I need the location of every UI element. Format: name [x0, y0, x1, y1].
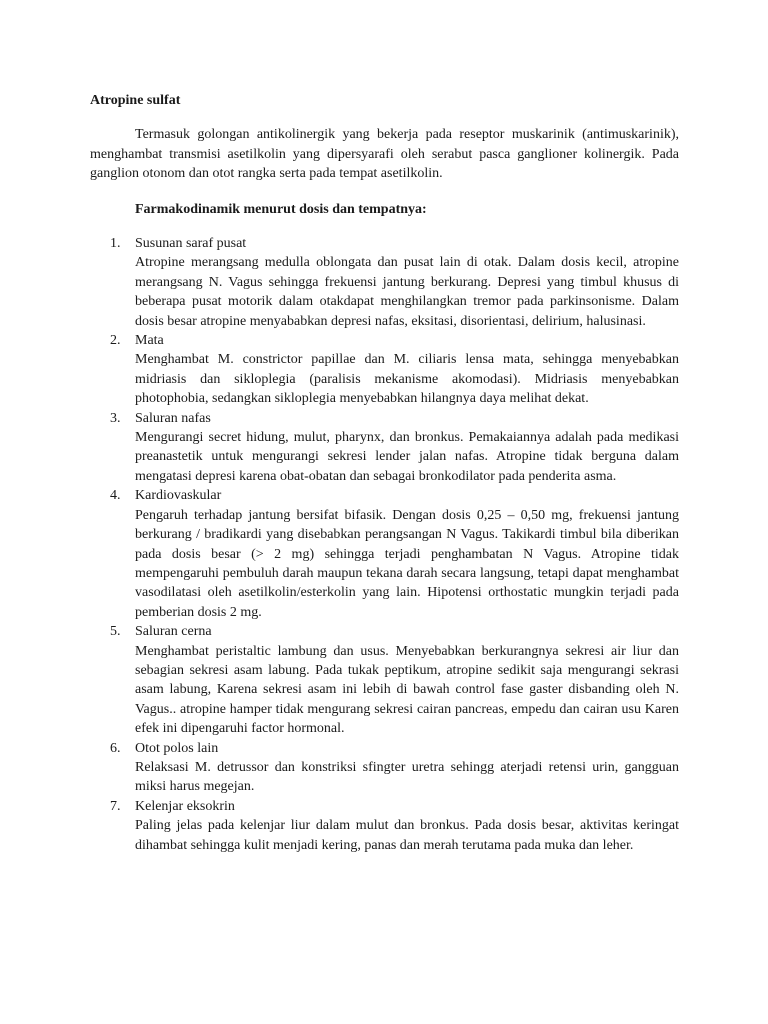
list-item: [110, 739, 679, 797]
list-item-heading: Kelenjar eksokrin: [135, 798, 235, 814]
list-item-heading: Saluran nafas: [135, 410, 211, 426]
list-item-heading: Mata: [135, 333, 164, 349]
list-item: [110, 409, 679, 487]
list-item-body: Mengurangi secret hidung, mulut, pharynx, dan bronkus. Pemakaiannya adalah pada medikasi preanastetik untuk mengurangi sekresi lender jalan nafas. Atropine tidak berguna dalam mengatasi depresi karena obat-obatan dan sebagai bronkodilator pada penderita asma.: [135, 430, 679, 484]
list-item: [110, 331, 679, 409]
document-title: Atropine sulfat: [90, 93, 181, 108]
list-item: [110, 234, 679, 331]
list-item-body: Pengaruh terhadap jantung bersifat bifasik. Dengan dosis 0,25 – 0,50 mg, frekuensi jantung berkurang / bradikardi yang disebabkan perangsangan N Vagus. Takikardi timbul bila diberikan pada dosis besar (> 2 mg) sehingga terjadi penghambatan N Vagus. Atropine tidak mempengaruhi pembuluh darah maupun tekana darah secara langsung, tetapi dapat menghambat vasodilatasi oleh asetilkolin/esterkolin yang lain. Hipotensi orthostatic mungkin terjadi pada pemberian dosis 2 mg.: [135, 507, 679, 620]
list-item-heading: Kardiovaskular: [135, 488, 222, 504]
list-item-number: 6.: [110, 740, 121, 756]
intro-paragraph: Termasuk golongan antikolinergik yang bekerja pada reseptor muskarinik (antimuskarinik), menghambat transmisi asetilkolin yang dipersyarafi oleh serabut pasca ganglioner kolinergik. Pada ganglion otonom dan otot rangka serta pada tempat asetilkolin.: [90, 127, 679, 181]
list-item-number: 1.: [110, 236, 121, 251]
list-item-body: Paling jelas pada kelenjar liur dalam mulut dan bronkus. Pada dosis besar, aktivitas keringat dihambat sehingga kulit menjadi kering, panas dan merah terutama pada muka dan leher.: [135, 818, 679, 853]
list-item-body: Menghambat peristaltic lambung dan usus. Menyebabkan berkurangnya sekresi air liur dan sebagian sekresi asam labung. Pada tukak peptikum, atropine sedikit saja mengurangi sekrasi asam labung, Karena sekresi asam ini lebih di bawah control fase gaster disbanding oleh N. Vagus.. atropine hamper tidak mengurang sekresi cairan pancreas, empedu dan cairan usu Karen efek ini dipengaruhi factor hormonal.: [135, 643, 679, 737]
list-item-number: 2.: [110, 333, 121, 349]
section-heading: Farmakodinamik menurut dosis dan tempatnya:: [135, 202, 427, 217]
list-item: [110, 797, 679, 855]
list-item-heading: Otot polos lain: [135, 740, 219, 756]
list-item-number: 7.: [110, 798, 121, 814]
pharmacodynamics-list: [110, 234, 679, 855]
list-item-heading: Susunan saraf pusat: [135, 236, 247, 251]
list-item-body: Menghambat M. constrictor papillae dan M. ciliaris lensa mata, sehingga menyebabkan midriasis dan sikloplegia (paralisis mekanisme akomodasi). Midriasis menyebabkan photophobia, sedangkan sikloplegia menyebabkan hilangnya daya melihat dekat.: [135, 352, 679, 407]
list-item: [110, 486, 679, 622]
list-item: [110, 622, 679, 738]
list-item-heading: Saluran cerna: [135, 624, 212, 640]
list-item-body: Relaksasi M. detrussor dan konstriksi sfingter uretra sehingg aterjadi retensi urin, gangguan miksi harus megejan.: [135, 759, 679, 795]
list-item-number: 5.: [110, 624, 121, 640]
list-item-body: Atropine merangsang medulla oblongata dan pusat lain di otak. Dalam dosis kecil, atropine merangsang N. Vagus sehingga frekuensi jantung berkurang. Depresi yang timbul khusus di beberapa pusat motorik dalam otakdapat menghilangkan tremor pada parkinsonisme. Dalam dosis besar atropine menyababkan depresi nafas, eksitasi, disorientasi, delirium, halusinasi.: [135, 255, 679, 329]
list-item-number: 4.: [110, 488, 121, 504]
list-item-number: 3.: [110, 410, 121, 426]
